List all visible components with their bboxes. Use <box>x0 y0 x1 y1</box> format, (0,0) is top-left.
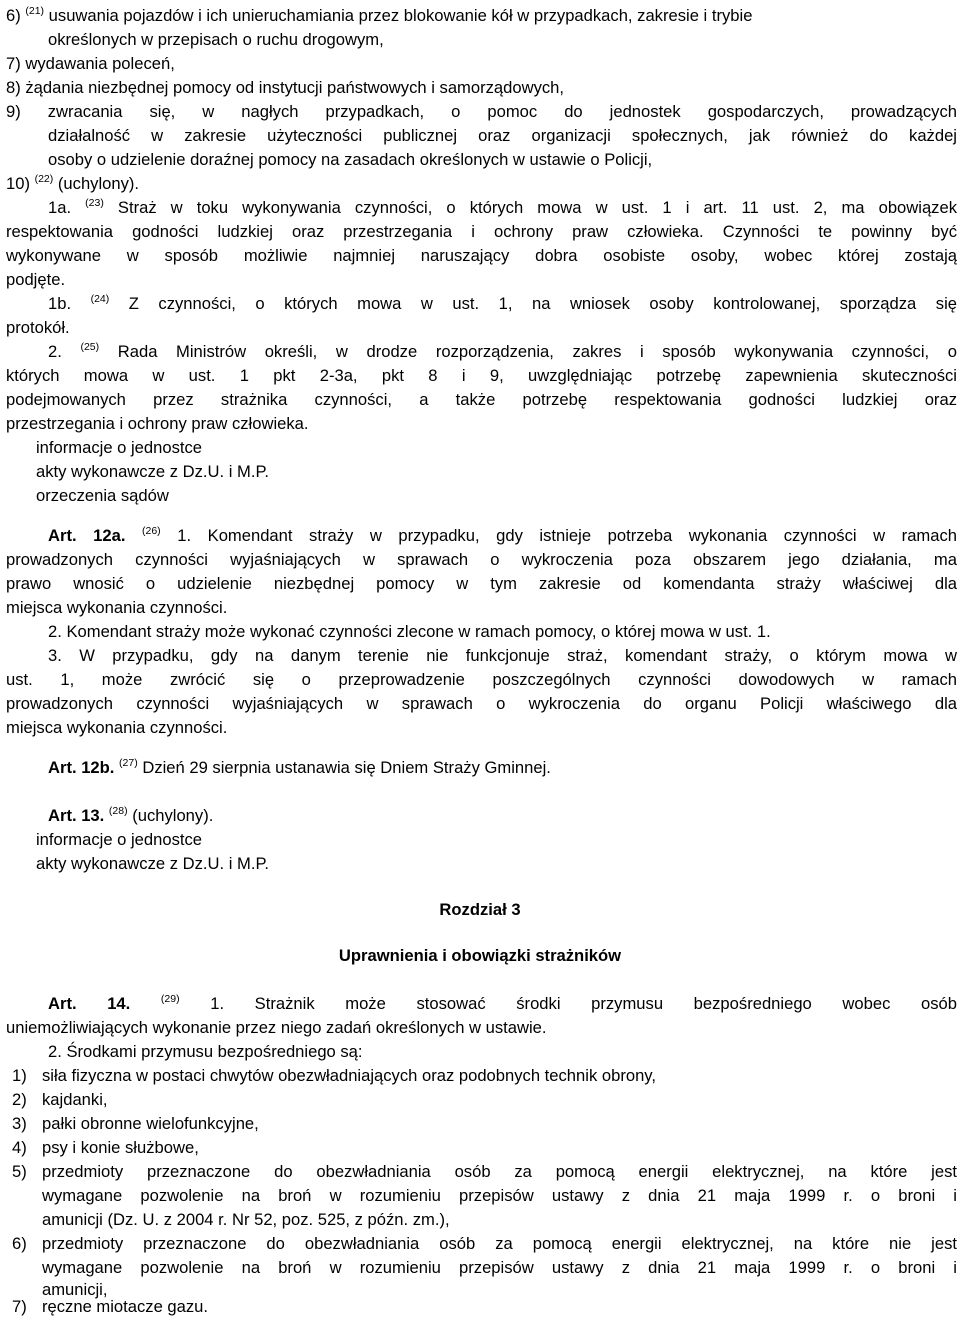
item-7: 7) wydawania poleceń, <box>6 54 175 73</box>
text-line: wykonywane w sposób możliwie najmniej naruszający dobra osobiste osoby, wobec której zostają <box>6 246 957 265</box>
footnote-ref: (23) <box>85 197 104 209</box>
footnote-ref: (28) <box>108 805 128 817</box>
link-executive-acts[interactable]: akty wykonawcze z Dz.U. i M.P. <box>36 462 269 481</box>
article-12b: Art. 12b. $^{(27)}$ Dzień 29 sierpnia ustanawia się Dniem Straży Gminnej. <box>48 757 551 777</box>
text-line: prowadzonych czynności wyjaśniających w sprawach o wykroczenia do organu Policji właściwego dla <box>6 694 957 713</box>
list-number: 2) <box>12 1090 27 1109</box>
text-line: protokół. <box>6 318 70 337</box>
footnote-ref: (27) <box>119 757 138 769</box>
list-number: 6) <box>12 1234 27 1253</box>
text-line: przestrzegania i ochrony praw człowieka. <box>6 414 309 433</box>
link-court-rulings[interactable]: orzeczenia sądów <box>36 486 169 505</box>
text-line: podjęte. <box>6 270 66 289</box>
article-heading: Art. 14. <box>48 994 131 1013</box>
list-text: przedmioty przeznaczone do obezwładniania osób za pomocą energii elektrycznej, na które jest <box>42 1162 957 1181</box>
list-number: 7) <box>12 1297 27 1316</box>
link-unit-info[interactable]: informacje o jednostce <box>36 830 203 849</box>
list-text: ręczne miotacze gazu. <box>42 1297 209 1316</box>
item-10: 10) $^{(22)}$ (uchylony). <box>6 173 140 193</box>
footnote-ref: (22) <box>34 173 54 185</box>
item-9: 9) zwracania się, w nagłych przypadkach, o pomoc do jednostek gospodarczych, prowadzących <box>6 102 957 121</box>
article-heading: Art. 12a. <box>48 526 126 545</box>
text-line: osoby o udzielenie doraźnej pomocy na zasadach określonych w ustawie o Policji, <box>48 150 653 169</box>
link-unit-info[interactable]: informacje o jednostce <box>36 438 203 457</box>
article-14: Art. 14. $^{(29)}$ 1. Strażnik może stosować środki przymusu bezpośredniego wobec osób <box>48 993 957 1013</box>
text-line: prowadzonych czynności wyjaśniających w sprawach o wykroczenia poza obszarem jego działania, ma <box>6 550 957 569</box>
footnote-ref: (25) <box>80 341 100 353</box>
footnote-ref: (24) <box>90 293 110 305</box>
article-13: Art. 13. $^{(28)}$ (uchylony). <box>48 805 214 825</box>
list-text: kajdanki, <box>42 1090 108 1109</box>
list-text: wymagane pozwolenie na broń w rozumieniu przepisów ustawy z dnia 21 maja 1999 r. o broni i <box>42 1258 957 1277</box>
text-line: 3. W przypadku, gdy na danym terenie nie funkcjonuje straż, komendant straży, o którym mowa w <box>48 646 957 665</box>
text-line: 2. Środkami przymusu bezpośredniego są: <box>48 1042 363 1061</box>
text-line: miejsca wykonania czynności. <box>6 718 228 737</box>
text-line: podejmowanych przez strażnika czynności, a także potrzebę respektowania godności ludzkiej oraz <box>6 390 957 409</box>
item-6: 6) $^{(21)}$ usuwania pojazdów i ich unieruchamiania przez blokowanie kół w przypadkach, zakresie i trybie <box>6 5 753 25</box>
chapter-number: Rozdział 3 <box>439 900 521 919</box>
item-8: 8) żądania niezbędnej pomocy od instytucji państwowych i samorządowych, <box>6 78 565 97</box>
list-text: amunicji (Dz. U. z 2004 r. Nr 52, poz. 525, z późn. zm.), <box>42 1210 450 1229</box>
text-line: 2. Komendant straży może wykonać czynności zlecone w ramach pomocy, o której mowa w ust. 1. <box>48 622 771 641</box>
text-line: prawo wnosić o udzielenie niezbędnej pomocy w tym zakresie od komendanta straży właściwej dla <box>6 574 957 593</box>
paragraph-1b: 1b. $^{(24)}$ Z czynności, o których mowa w ust. 1, na wniosek osoby kontrolowanej, sporządza się <box>48 293 957 313</box>
list-number: 3) <box>12 1114 27 1133</box>
list-text: wymagane pozwolenie na broń w rozumieniu przepisów ustawy z dnia 21 maja 1999 r. o broni i <box>42 1186 957 1205</box>
list-text: psy i konie służbowe, <box>42 1138 199 1157</box>
article-12a: Art. 12a. $^{(26)}$ 1. Komendant straży w przypadku, gdy istnieje potrzeba wykonania czynności w ramach <box>48 525 957 545</box>
list-text: przedmioty przeznaczone do obezwładniania osób za pomocą energii elektrycznej, na które nie jest <box>42 1234 957 1253</box>
footnote-ref: (26) <box>142 525 161 537</box>
text-line: których mowa w ust. 1 pkt 2-3a, pkt 8 i 9, uwzględniając potrzebę zapewnienia skuteczności <box>6 366 957 385</box>
text-line: respektowania godności ludzkiej oraz przestrzegania i ochrony praw człowieka. Czynności te powinny być <box>6 222 957 241</box>
list-text: amunicji, <box>42 1280 108 1299</box>
list-number: 4) <box>12 1138 27 1157</box>
list-text: siła fizyczna w postaci chwytów obezwładniających oraz podobnych technik obrony, <box>42 1066 656 1085</box>
text-line: ust. 1, może zwrócić się o przeprowadzenie poszczególnych czynności dowodowych w ramach <box>6 670 957 689</box>
list-text: pałki obronne wielofunkcyjne, <box>42 1114 259 1133</box>
list-number: 1) <box>12 1066 27 1085</box>
list-number: 5) <box>12 1162 27 1181</box>
text-line: uniemożliwiających wykonanie przez niego zadań określonych w ustawie. <box>6 1018 547 1037</box>
paragraph-2: 2. $^{(25)}$ Rada Ministrów określi, w drodze rozporządzenia, zakres i sposób wykonywania czynności, o <box>48 341 957 361</box>
text-line: określonych w przepisach o ruchu drogowym, <box>48 30 384 49</box>
text-line: miejsca wykonania czynności. <box>6 598 228 617</box>
footnote-ref: (29) <box>160 993 180 1005</box>
link-executive-acts[interactable]: akty wykonawcze z Dz.U. i M.P. <box>36 854 269 873</box>
article-heading: Art. 13. <box>48 806 105 825</box>
paragraph-1a: 1a. $^{(23)}$ Straż w toku wykonywania czynności, o których mowa w ust. 1 i art. 11 ust. 2, ma obowiązek <box>48 197 957 217</box>
chapter-title: Uprawnienia i obowiązki strażników <box>338 946 622 965</box>
text-line: działalność w zakresie użyteczności publicznej oraz organizacji społecznych, jak również do każdej <box>48 126 957 145</box>
footnote-ref: (21) <box>25 5 45 17</box>
article-heading: Art. 12b. <box>48 758 115 777</box>
